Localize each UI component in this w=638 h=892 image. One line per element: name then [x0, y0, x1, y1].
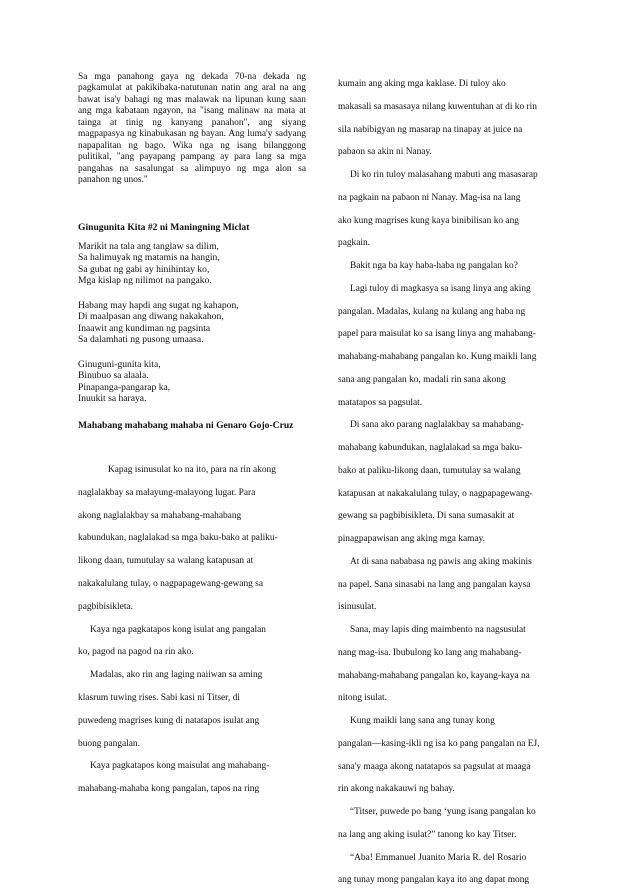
essay-text-left	[78, 459, 306, 801]
essay-line: ang tunay mong pangalan kaya ito ang dapat mong	[338, 875, 530, 886]
essay-text-right	[338, 73, 572, 892]
essay-line: Madalas, ako rin ang laging naiiwan sa aming	[90, 670, 263, 681]
essay-line: pagbibisikleta.	[78, 601, 133, 612]
essay-line: katapusan at nakakalulang tulay, o nagpapagewang-	[338, 488, 533, 499]
essay-line: bako at paliku-likong daan, tumutulay sa walang	[338, 465, 521, 476]
poem-line: Mga kislap ng nilimot na pangako.	[78, 275, 212, 287]
essay-line: nakakalulang tulay, o nagpapagewang-gewang sa	[78, 578, 263, 589]
essay-line: Lagi tuloy di magkasya sa isang linya ang aking	[350, 283, 531, 294]
essay-line: gewang sa pagbibisikleta. Di sana sumasakit at	[338, 511, 515, 522]
essay-line: matatapos sa pagsulat.	[338, 397, 423, 408]
essay-line: Di sana ako parang naglalakbay sa mahabang-	[350, 420, 524, 431]
essay-line: mahabang-mahabang pangalan ko, kayang-kaya na	[338, 670, 530, 681]
poem-line: Marikit na tala ang tanglaw sa dilim,	[78, 241, 219, 252]
essay-line: sana'y maaga akong natatapos sa pagsulat at maaga	[338, 761, 531, 772]
essay-line: naglalakbay sa malayung-malayong lugar. Para	[78, 487, 256, 498]
poem-title: Ginugunita Kita #2 ni Maningning Miclat	[78, 222, 250, 233]
essay-line: Kung maikli lang sana ang tunay kong	[350, 716, 495, 726]
essay-line: makasali sa masasaya nilang kuwentuhan at di ko rin	[338, 101, 537, 112]
poem-line: Sa gubat ng gabi ay hinihintay ko,	[78, 263, 210, 275]
essay-line: Kaya pagkatapos kong maisulat ang mahabang-	[90, 761, 270, 772]
intro-paragraph: Sa mga panahong gaya ng dekada 70-na dekada ng pagkamulat at pakikibaka-natutunan natin ang aral na ang bawat isa'y bahagi ng mas malawak na lipunan kung saan ang mga kabataan ngayon, na "isang malinaw na mata at tainga at tinig ng kanyang panahon", ang siyang magpapasya ng kinabukasan ng bayan. Ang luma'y sadyang napapalitan ng bago. Wika nga ng isang bilanggong pulitikal, "ang payapang pampang ay para lang sa mga pangahas na sasalungat sa alimpuyo ng mga alon sa panahon ng unos."	[78, 72, 306, 186]
essay-line: Sana, may lapis ding maimbento na nagsusulat	[350, 625, 526, 635]
poem-stanza-1	[78, 241, 220, 287]
essay-line: mahabang-mahabang pangalan ko. Kung maikli lang	[338, 352, 537, 362]
essay-line: puwedeng magrises kung di natatapos isulat ang	[78, 715, 260, 726]
essay-line: pinagpapawisan ang aking mga kamay.	[338, 534, 486, 544]
essay-line: buong pangalan.	[78, 738, 140, 749]
poem-line: Sa halimuyak ng matamis na hangin,	[78, 252, 220, 264]
poem-stanza-3	[78, 359, 170, 405]
essay-line: At di sana nababasa ng pawis ang aking makinis	[350, 556, 532, 567]
essay-line: mahabang-mahaba kong pangalan, tapos na ring	[78, 784, 260, 795]
poem-line: Inaawit ang kundiman ng pagsinta	[78, 322, 211, 334]
essay-line: Kaya nga pagkatapos kong isulat ang pangalan	[90, 624, 266, 635]
essay-line: papel para maisulat ko sa isang linya ang mahabang-	[338, 329, 536, 340]
poem-line: Ginuguni-gunita kita,	[78, 359, 161, 370]
essay-line: likong daan, tumutulay sa walang katapusan at	[78, 556, 254, 567]
essay-line: “Titser, puwede po bang ‘yung isang pangalan ko	[350, 807, 536, 817]
essay-line: pagkain.	[338, 238, 371, 249]
essay-line: nang mag-isa. Ibubulong ko lang ang mahabang-	[338, 647, 522, 658]
essay-line: pabaon sa akin ni Nanay.	[338, 147, 432, 158]
essay-line: akong naglalakbay sa mahabang-mahabang	[78, 510, 242, 521]
essay-line: Bakit nga ba kay haba-haba ng pangalan ko?	[350, 261, 518, 271]
poem-stanza-2	[78, 300, 239, 346]
essay-line: rin akong nakakauwi ng bahay.	[338, 784, 455, 795]
poem-line: Di maalpasan ang diwang nakakahon,	[78, 311, 224, 323]
poem-line: Pinapanga-pangarap ka,	[78, 381, 171, 393]
poem-line: Inuukit sa haraya.	[78, 393, 147, 405]
essay-line: ko, pagod na pagod na rin ako.	[78, 647, 194, 658]
essay-line: sila nabibigyan ng masarap na tinapay at juice na	[338, 124, 523, 135]
essay-line: mahabang kabundukan, naglalakad sa mga baku-	[338, 443, 523, 453]
essay-line: na papel. Sana sinasabi na lang ang pangalan kaysa	[338, 579, 531, 590]
poem-line: Sa dalamhati ng pusong umaasa.	[78, 334, 204, 346]
essay-line: “Aba! Emmanuel Juanito Maria R. del Rosario	[350, 852, 527, 863]
essay-line: ako kung magrises kung kaya binibilisan ko ang	[338, 215, 519, 226]
essay-line: pangalan. Madalas, kulang na kulang ang haba ng	[338, 306, 526, 317]
essay-line: kabundukan, naglalakad sa mga baku-bako at paliku-	[78, 533, 278, 544]
essay-line: kumain ang aking mga kaklase. Di tuloy ako	[338, 79, 506, 89]
poem-line: Binubuo sa alaala.	[78, 370, 149, 382]
essay-line: Kapag isinusulat ko na ito, para na rin akong	[108, 465, 276, 475]
essay-line: na lang ang aking isulat?” tanong ko kay Titser.	[338, 829, 517, 840]
essay-line: pangalan—kasing-ikli ng isa ko pang pangalan na EJ,	[338, 738, 540, 749]
essay-line: sana ang pangalan ko, madali rin sana akong	[338, 374, 506, 385]
essay-line: isinusulat.	[338, 602, 377, 613]
essay-line: nitong isulat.	[338, 693, 387, 704]
essay-line: Di ko rin tuloy malasahang mabuti ang masasarap	[350, 170, 538, 180]
essay-title: Mahabang mahabang mahaba ni Genaro Gojo-Cruz	[78, 420, 294, 431]
poem-line: Habang may hapdi ang sugat ng kahapon,	[78, 300, 239, 311]
essay-line: klasrum tuwing rises. Sabi kasi ni Titser, di	[78, 692, 240, 703]
essay-line: na pagkain na pabaon ni Nanay. Mag-isa na lang	[338, 192, 521, 203]
